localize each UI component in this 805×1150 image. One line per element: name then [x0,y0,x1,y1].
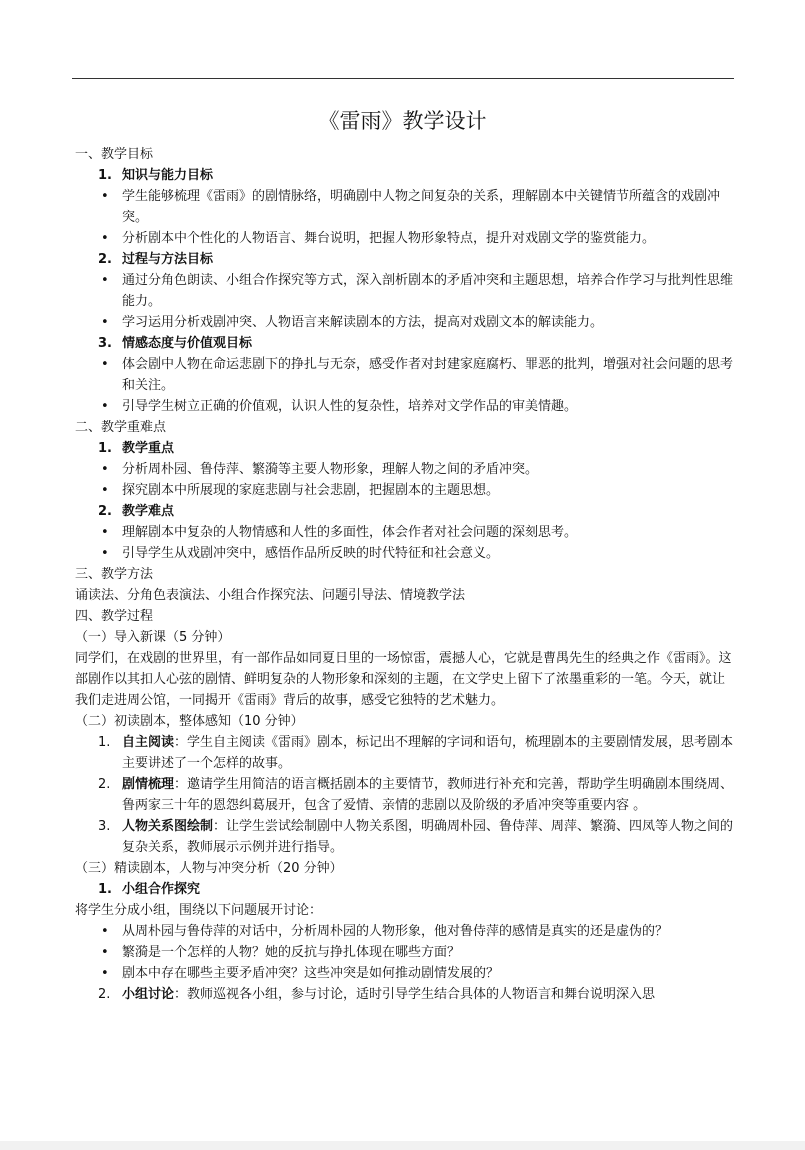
bullet-item [75,270,735,312]
bullet-icon: • [101,483,109,498]
subsection-heading-intro: （一）导入新课（5 分钟） [75,630,231,645]
bullet-text: 学生能够梳理《雷雨》的剧情脉络，明确剧中人物之间复杂的关系，理解剧本中关键情节所蕴含的戏剧冲突。 [122,189,721,225]
bullet-text: 理解剧本中复杂的人物情感和人性的多面性，体会作者对社会问题的深刻思考。 [122,525,578,540]
item-label: 教学重点 [122,441,175,456]
numbered-heading [75,165,735,186]
bullet-item [75,543,735,564]
item-number: 2. [98,777,111,792]
item-label: 情感态度与价值观目标 [122,336,253,351]
numbered-step [75,816,735,858]
bullet-icon: • [101,546,109,561]
document-title: 《雷雨》教学设计 [318,109,487,133]
step-label: 小组讨论 [122,987,175,1002]
bullet-text: 剧本中存在哪些主要矛盾冲突？这些冲突是如何推动剧情发展的？ [122,966,500,981]
step-text: ：学生自主阅读《雷雨》剧本，标记出不理解的字词和语句，梳理剧本的主要剧情发展，思考剧本主要讲述了一个怎样的故事。 [122,735,734,771]
bullet-item [75,522,735,543]
bullet-text: 通过分角色朗读、小组合作探究等方式，深入剖析剧本的矛盾冲突和主题思想，培养合作学习与批判性思维能力。 [122,273,734,309]
bullet-item [75,186,735,228]
numbered-step [75,984,735,1005]
bullet-icon: • [101,924,109,939]
step-label: 人物关系图绘制 [122,819,214,834]
bullet-item [75,921,735,942]
bullet-text: 引导学生树立正确的价值观，认识人性的复杂性，培养对文学作品的审美情趣。 [122,399,578,414]
page-bottom-edge [0,1141,805,1150]
item-number: 1. [98,441,112,456]
intro-paragraph: 同学们，在戏剧的世界里，有一部作品如同夏日里的一场惊雷，震撼人心，它就是曹禺先生的经典之作《雷雨》。这部剧作以其扣人心弦的剧情、鲜明复杂的人物形象和深刻的主题，在文学史上留下了浓墨重彩的一笔。今天，就让我们走进周公馆，一同揭开《雷雨》背后的故事，感受它独特的艺术魅力。 [75,651,732,708]
bullet-icon: • [101,966,109,981]
bullet-item [75,354,735,396]
numbered-heading [75,333,735,354]
header-rule [72,78,734,79]
bullet-text: 体会剧中人物在命运悲剧下的挣扎与无奈，感受作者对封建家庭腐朽、罪恶的批判，增强对社会问题的思考和关注。 [122,357,734,393]
bullet-icon: • [101,231,109,246]
bullet-item [75,396,735,417]
document-body [75,144,735,1005]
item-label: 知识与能力目标 [122,168,214,183]
item-label: 过程与方法目标 [122,252,214,267]
bullet-icon: • [101,315,109,330]
bullet-text: 分析剧本中个性化的人物语言、舞台说明，把握人物形象特点，提升对戏剧文学的鉴赏能力。 [122,231,656,246]
item-number: 1. [98,168,112,183]
bullet-item [75,459,735,480]
numbered-step [75,732,735,774]
bullet-text: 探究剧本中所展现的家庭悲剧与社会悲剧，把握剧本的主题思想。 [122,483,500,498]
subsection-heading-close-reading: （三）精读剧本，人物与冲突分析（20 分钟） [75,861,343,876]
bullet-text: 学习运用分析戏剧冲突、人物语言来解读剧本的方法，提高对戏剧文本的解读能力。 [122,315,604,330]
step-label: 剧情梳理 [122,777,175,792]
bullet-icon: • [101,399,109,414]
bullet-item [75,963,735,984]
step-text: ：邀请学生用简洁的语言概括剧本的主要情节，教师进行补充和完善，帮助学生明确剧本围绕周、鲁两家三十年的恩怨纠葛展开，包含了爱情、亲情的悲剧以及阶级的矛盾冲突等重要内容 。 [122,777,734,813]
bullet-icon: • [101,462,109,477]
bullet-item [75,312,735,333]
numbered-heading [75,879,735,900]
item-label: 小组合作探究 [122,882,201,897]
methods-text: 诵读法、分角色表演法、小组合作探究法、问题引导法、情境教学法 [75,588,466,603]
item-number: 1. [98,735,111,750]
bullet-text: 引导学生从戏剧冲突中，感悟作品所反映的时代特征和社会意义。 [122,546,500,561]
bullet-text: 从周朴园与鲁侍萍的对话中，分析周朴园的人物形象，他对鲁侍萍的感情是真实的还是虚伪的？ [122,924,669,939]
bullet-text: 分析周朴园、鲁侍萍、繁漪等主要人物形象，理解人物之间的矛盾冲突。 [122,462,539,477]
bullet-item [75,942,735,963]
section-heading-key-points: 二、教学重难点 [75,420,167,435]
item-number: 3. [98,336,112,351]
numbered-heading [75,438,735,459]
item-number: 2. [98,252,112,267]
bullet-icon: • [101,189,109,204]
item-number: 1. [98,882,112,897]
step-text: ：教师巡视各小组，参与讨论，适时引导学生结合具体的人物语言和舞台说明深入思 [174,987,656,1002]
bullet-item [75,228,735,249]
section-heading-process: 四、教学过程 [75,609,154,624]
item-label: 教学难点 [122,504,175,519]
bullet-icon: • [101,273,109,288]
section-heading-objectives: 一、教学目标 [75,147,154,162]
item-number: 2. [98,987,111,1002]
item-number: 3. [98,819,111,834]
bullet-item [75,480,735,501]
group-intro-text: 将学生分成小组，围绕以下问题展开讨论： [75,903,323,918]
item-number: 2. [98,504,112,519]
step-label: 自主阅读 [122,735,175,750]
section-heading-methods: 三、教学方法 [75,567,154,582]
numbered-heading [75,501,735,522]
subsection-heading-first-reading: （二）初读剧本，整体感知（10 分钟） [75,714,304,729]
bullet-icon: • [101,945,109,960]
bullet-icon: • [101,525,109,540]
numbered-heading [75,249,735,270]
numbered-step [75,774,735,816]
step-text: ：让学生尝试绘制剧中人物关系图，明确周朴园、鲁侍萍、周萍、繁漪、四凤等人物之间的复杂关系，教师展示示例并进行指导。 [122,819,734,855]
bullet-icon: • [101,357,109,372]
bullet-text: 繁漪是一个怎样的人物？她的反抗与挣扎体现在哪些方面？ [122,945,461,960]
